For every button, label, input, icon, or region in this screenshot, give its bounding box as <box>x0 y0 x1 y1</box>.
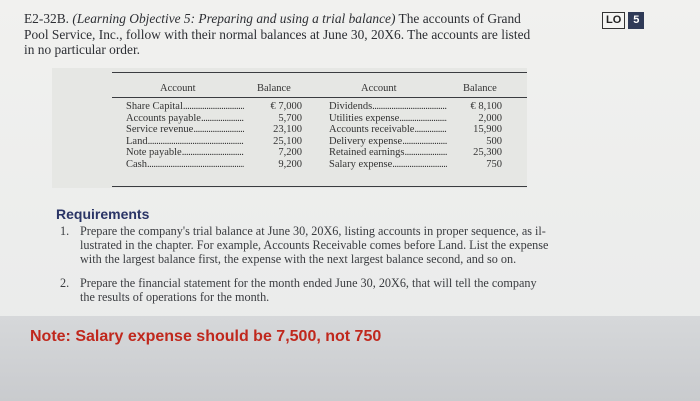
problem-text-3: in no particular order. <box>24 42 141 57</box>
leader-dots <box>399 113 447 124</box>
requirement-line: the results of operations for the month. <box>80 290 270 304</box>
account-balance: 23,100 <box>273 124 302 136</box>
account-balance: 15,900 <box>473 124 502 136</box>
account-label: Retained earnings <box>329 147 405 159</box>
account-balance: 2,000 <box>478 112 502 124</box>
account-name <box>126 101 244 112</box>
table-header-rule <box>112 97 527 98</box>
learning-objective-badge <box>602 12 644 29</box>
account-label: Delivery expense <box>329 135 403 147</box>
requirements-title: Requirements <box>56 206 150 222</box>
leader-dots <box>392 159 447 170</box>
header-account-right: Account <box>361 83 397 94</box>
account-name <box>126 147 244 158</box>
leader-dots <box>201 113 244 124</box>
leader-dots <box>147 159 244 170</box>
leader-dots <box>183 101 244 112</box>
account-name <box>329 136 447 147</box>
account-label: Utilities expense <box>329 112 400 124</box>
leader-dots <box>402 136 447 147</box>
account-label: Salary expense <box>329 159 393 170</box>
lo-number: 5 <box>628 12 644 29</box>
requirement-1 <box>60 224 590 266</box>
table-bottom-rule <box>112 186 527 187</box>
account-label: Share Capital <box>126 101 183 112</box>
problem-text-2: Pool Service, Inc., follow with their normal balances at June 30, 20X6. The accounts are listed <box>24 26 531 42</box>
problem-statement <box>24 11 584 58</box>
account-balance: 750 <box>486 159 502 170</box>
account-balance: 5,700 <box>278 112 302 124</box>
leader-dots <box>148 136 244 147</box>
leader-dots <box>414 124 447 135</box>
account-label: Accounts receivable <box>329 124 415 136</box>
problem-id: E2-32B. <box>24 11 70 26</box>
requirement-number: 1. <box>60 224 70 238</box>
account-label: Land <box>126 135 148 147</box>
leader-dots <box>405 147 447 158</box>
leader-dots <box>372 101 447 112</box>
account-balance: 7,200 <box>278 147 302 159</box>
account-balance: € 7,000 <box>270 101 302 112</box>
account-name <box>329 147 447 158</box>
requirement-2 <box>60 276 590 304</box>
header-balance-left: Balance <box>257 83 291 94</box>
note-correction: Note: Salary expense should be 7,500, not 750 <box>30 328 382 345</box>
header-account-left: Account <box>160 83 196 94</box>
account-balance: 9,200 <box>278 159 302 170</box>
account-name <box>329 159 447 170</box>
lo-tag: LO <box>602 12 625 29</box>
account-label: Accounts payable <box>126 112 201 124</box>
account-balance: 500 <box>486 135 502 147</box>
problem-text-1: The accounts of Grand <box>395 11 521 26</box>
account-label: Dividends <box>329 101 373 112</box>
account-balance: 25,300 <box>473 147 502 159</box>
account-name <box>329 124 447 135</box>
account-label: Note payable <box>126 147 182 159</box>
account-label: Service revenue <box>126 124 194 136</box>
requirement-line: with the largest balance first, the expense with the next largest balance second, and so on. <box>80 252 517 266</box>
requirement-line: Prepare the financial statement for the month ended June 30, 20X6, that will tell the company <box>80 276 537 290</box>
account-balance: € 8,100 <box>470 101 502 112</box>
learning-objective: (Learning Objective 5: Preparing and using a trial balance) <box>72 11 396 26</box>
requirement-line: lustrated in the chapter. For example, Accounts Receivable comes before Land. List the expense <box>80 238 549 252</box>
header-balance-right: Balance <box>463 83 497 94</box>
table-top-rule <box>112 72 527 73</box>
requirement-line: Prepare the company's trial balance at June 30, 20X6, listing accounts in proper sequence, as il- <box>80 224 546 238</box>
account-balance: 25,100 <box>273 135 302 147</box>
account-name <box>329 101 447 112</box>
account-name <box>329 113 447 124</box>
account-name <box>126 113 244 124</box>
account-name <box>126 124 244 135</box>
account-label: Cash <box>126 159 147 170</box>
account-name <box>126 136 244 147</box>
leader-dots <box>193 124 244 135</box>
requirement-number: 2. <box>60 276 70 290</box>
leader-dots <box>182 147 244 158</box>
account-name <box>126 159 244 170</box>
